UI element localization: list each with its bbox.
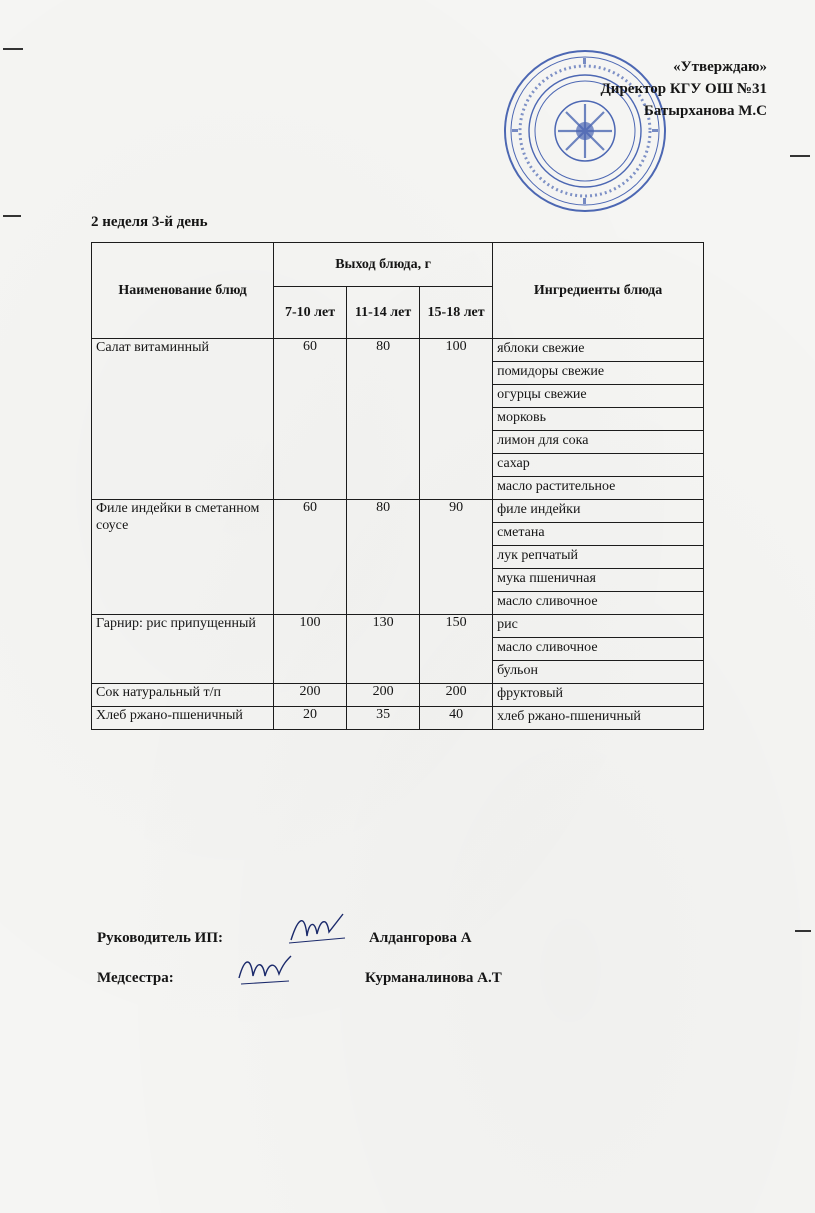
table-row — [92, 615, 704, 638]
nurse-signature — [235, 950, 295, 990]
head-signature — [287, 910, 347, 950]
table-row — [92, 684, 704, 707]
dish-output-11-14: 80 — [347, 339, 420, 500]
ingredient-cell: филе индейки — [493, 500, 704, 523]
ingredient-cell: огурцы свежие — [493, 385, 704, 408]
menu-body — [92, 339, 704, 730]
header-ingredients: Ингредиенты блюда — [493, 243, 704, 339]
dish-output-7-10: 200 — [274, 684, 347, 707]
ingredient-cell: хлеб ржано-пшеничный — [493, 707, 704, 730]
ingredient-cell: мука пшеничная — [493, 569, 704, 592]
header-output: Выход блюда, г — [274, 243, 493, 287]
ingredient-cell: фруктовый — [493, 684, 704, 707]
approval-position: Директор КГУ ОШ №31 — [600, 81, 767, 97]
dish-output-11-14: 35 — [347, 707, 420, 730]
dish-name: Хлеб ржано-пшеничный — [92, 707, 274, 730]
dish-output-15-18: 200 — [420, 684, 493, 707]
dish-output-15-18: 90 — [420, 500, 493, 615]
ingredient-cell: рис — [493, 615, 704, 638]
ingredient-cell: лук репчатый — [493, 546, 704, 569]
dish-output-7-10: 100 — [274, 615, 347, 684]
scan-mark — [3, 215, 21, 217]
dish-name: Салат витаминный — [92, 339, 274, 500]
scan-mark — [790, 155, 810, 157]
ingredient-cell: морковь — [493, 408, 704, 431]
approval-heading: «Утверждаю» — [673, 59, 767, 75]
day-title: 2 неделя 3-й день — [91, 214, 208, 230]
scan-mark — [795, 930, 811, 932]
ingredient-cell: сметана — [493, 523, 704, 546]
header-age-15-18: 15-18 лет — [420, 287, 493, 339]
scan-mark — [3, 48, 23, 50]
approval-block — [600, 56, 767, 122]
ingredient-cell: масло сливочное — [493, 638, 704, 661]
dish-output-11-14: 130 — [347, 615, 420, 684]
dish-name: Сок натуральный т/п — [92, 684, 274, 707]
table-row — [92, 339, 704, 362]
table-row — [92, 500, 704, 523]
dish-output-7-10: 60 — [274, 500, 347, 615]
dish-output-11-14: 80 — [347, 500, 420, 615]
nurse-name: Курманалинова А.Т — [365, 970, 502, 986]
dish-output-7-10: 20 — [274, 707, 347, 730]
dish-output-15-18: 150 — [420, 615, 493, 684]
head-role: Руководитель ИП: — [97, 930, 223, 946]
dish-name: Филе индейки в сметанном соусе — [92, 500, 274, 615]
ingredient-cell: помидоры свежие — [493, 362, 704, 385]
ingredient-cell: сахар — [493, 454, 704, 477]
header-age-7-10: 7-10 лет — [274, 287, 347, 339]
menu-table — [91, 242, 704, 730]
header-dish-name: Наименование блюд — [92, 243, 274, 339]
dish-output-15-18: 40 — [420, 707, 493, 730]
ingredient-cell: бульон — [493, 661, 704, 684]
dish-output-7-10: 60 — [274, 339, 347, 500]
table-row — [92, 707, 704, 730]
header-age-11-14: 11-14 лет — [347, 287, 420, 339]
ingredient-cell: яблоки свежие — [493, 339, 704, 362]
header-row — [92, 243, 704, 287]
ingredient-cell: лимон для сока — [493, 431, 704, 454]
head-name: Алдангорова А — [369, 930, 472, 946]
approval-person: Батырханова М.С — [643, 103, 767, 119]
dish-output-11-14: 200 — [347, 684, 420, 707]
nurse-role: Медсестра: — [97, 970, 174, 986]
dish-output-15-18: 100 — [420, 339, 493, 500]
ingredient-cell: масло растительное — [493, 477, 704, 500]
dish-name: Гарнир: рис припущенный — [92, 615, 274, 684]
ingredient-cell: масло сливочное — [493, 592, 704, 615]
